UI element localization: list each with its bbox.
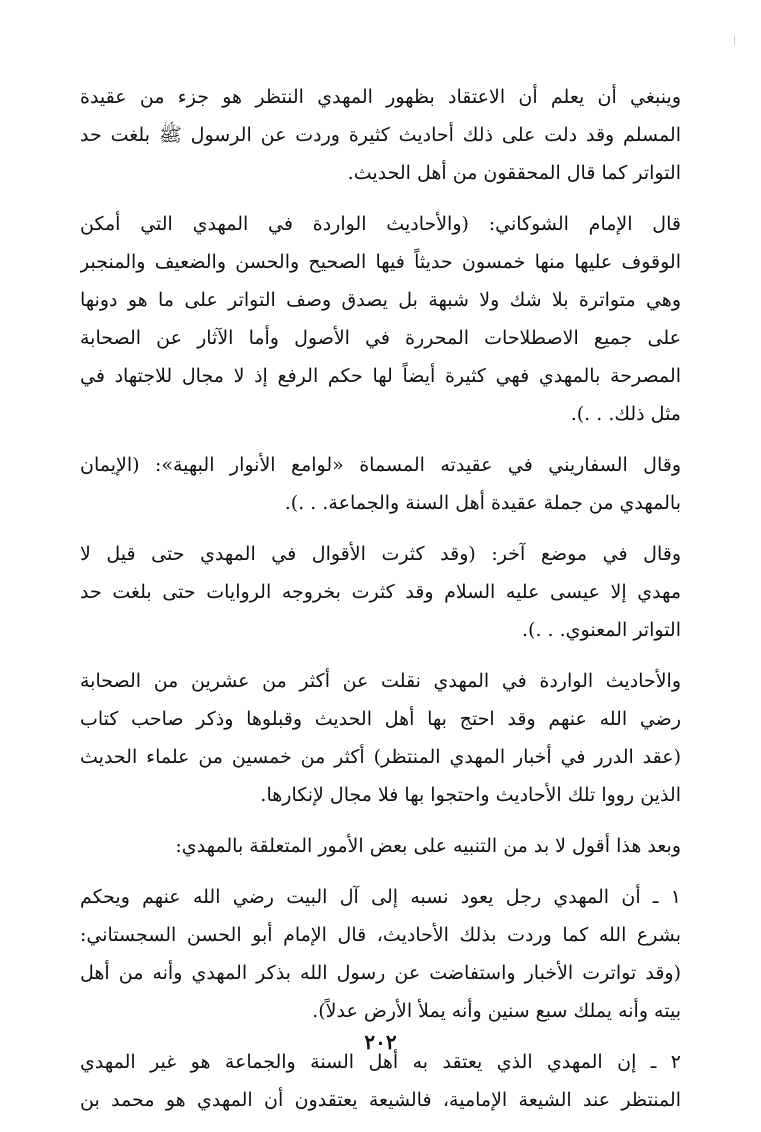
text-line: الوقوف عليها منها خمسون حديثاً فيها الصحيح والحسن والضعيف والمنجبر [80,251,681,273]
text-line: مهدي إلا عيسى عليه السلام وقد كثرت بخروجه الروايات حتى بلغت حد [80,581,681,603]
text-line: وقال السفاريني في عقيدته المسماة «لوامع الأنوار البهية»: (الإيمان [80,454,681,476]
text-line: وبعد هذا أقول لا بد من التنبيه على بعض الأمور المتعلقة بالمهدي: [175,835,681,857]
paragraph-point-two [80,1043,681,1119]
text-line: التواتر كما قال المحققون من أهل الحديث. [347,162,681,184]
paragraph-hadith-narrations [80,662,681,814]
text-line: (وقد تواترت الأخبار واستفاضت عن رسول الله بذكر المهدي وأنه من أهل [80,962,681,984]
page-number: ٢٠٢ [364,1030,397,1054]
text-line: الذين رووا تلك الأحاديث واحتجوا بها فلا مجال لإنكارها. [260,784,681,806]
text-line: بشرع الله كما وردت بذلك الأحاديث، قال الإمام أبو الحسن السجستاني: [80,924,681,946]
paragraph-another-place-quote [80,535,681,649]
text-line: قال الإمام الشوكاني: (والأحاديث الواردة في المهدي التي أمكن [80,213,681,235]
text-line: المصرحة بالمهدي فهي كثيرة أيضاً لها حكم الرفع إذ لا مجال للاجتهاد في [80,365,681,387]
text-line: على جميع الاصطلاحات المحررة في الأصول وأما الآثار عن الصحابة [80,327,681,349]
paragraph-shawkani-quote [80,205,681,433]
paragraph-mahdi-belief [80,78,681,192]
page-body [80,78,681,1132]
text-line: التواتر المعنوي. . .). [522,619,681,641]
text-line: وينبغي أن يعلم أن الاعتقاد بظهور المهدي النتظر هو جزء من عقيدة [80,86,681,108]
text-line: ٢ ـ إن المهدي الذي يعتقد به أهل السنة والجماعة هو غير المهدي [80,1051,681,1073]
text-line: وقال في موضع آخر: (وقد كثرت الأقوال في المهدي حتى قيل لا [80,543,681,565]
paragraph-notes-intro [80,827,681,865]
text-line: المسلم وقد دلت على ذلك أحاديث كثيرة وردت عن الرسول ﷺ بلغت حد [80,124,681,146]
text-line: رضي الله عنهم وقد احتج بها أهل الحديث وقبلوها وذكر صاحب كتاب [80,708,681,730]
page-edge-mark [734,36,735,46]
text-line: (عقد الدرر في أخبار المهدي المنتظر) أكثر من خمسين من علماء الحديث [80,746,681,768]
paragraph-point-one [80,878,681,1030]
text-line: المنتظر عند الشيعة الإمامية، فالشيعة يعتقدون أن المهدي هو محمد بن [80,1089,681,1111]
text-line: ١ ـ أن المهدي رجل يعود نسبه إلى آل البيت رضي الله عنهم ويحكم [80,886,681,908]
text-line: بيته وأنه يملك سبع سنين وأنه يملأ الأرض عدلاً). [312,1000,681,1022]
text-line: وهي متواترة بلا شك ولا شبهة بل يصدق وصف التواتر على ما هو دونها [80,289,681,311]
paragraph-safarini-quote [80,446,681,522]
text-line: والأحاديث الواردة في المهدي نقلت عن أكثر من عشرين من الصحابة [80,670,681,692]
text-line: مثل ذلك. . .). [570,403,681,425]
text-line: بالمهدي من جملة عقيدة أهل السنة والجماعة. . .). [284,492,681,514]
